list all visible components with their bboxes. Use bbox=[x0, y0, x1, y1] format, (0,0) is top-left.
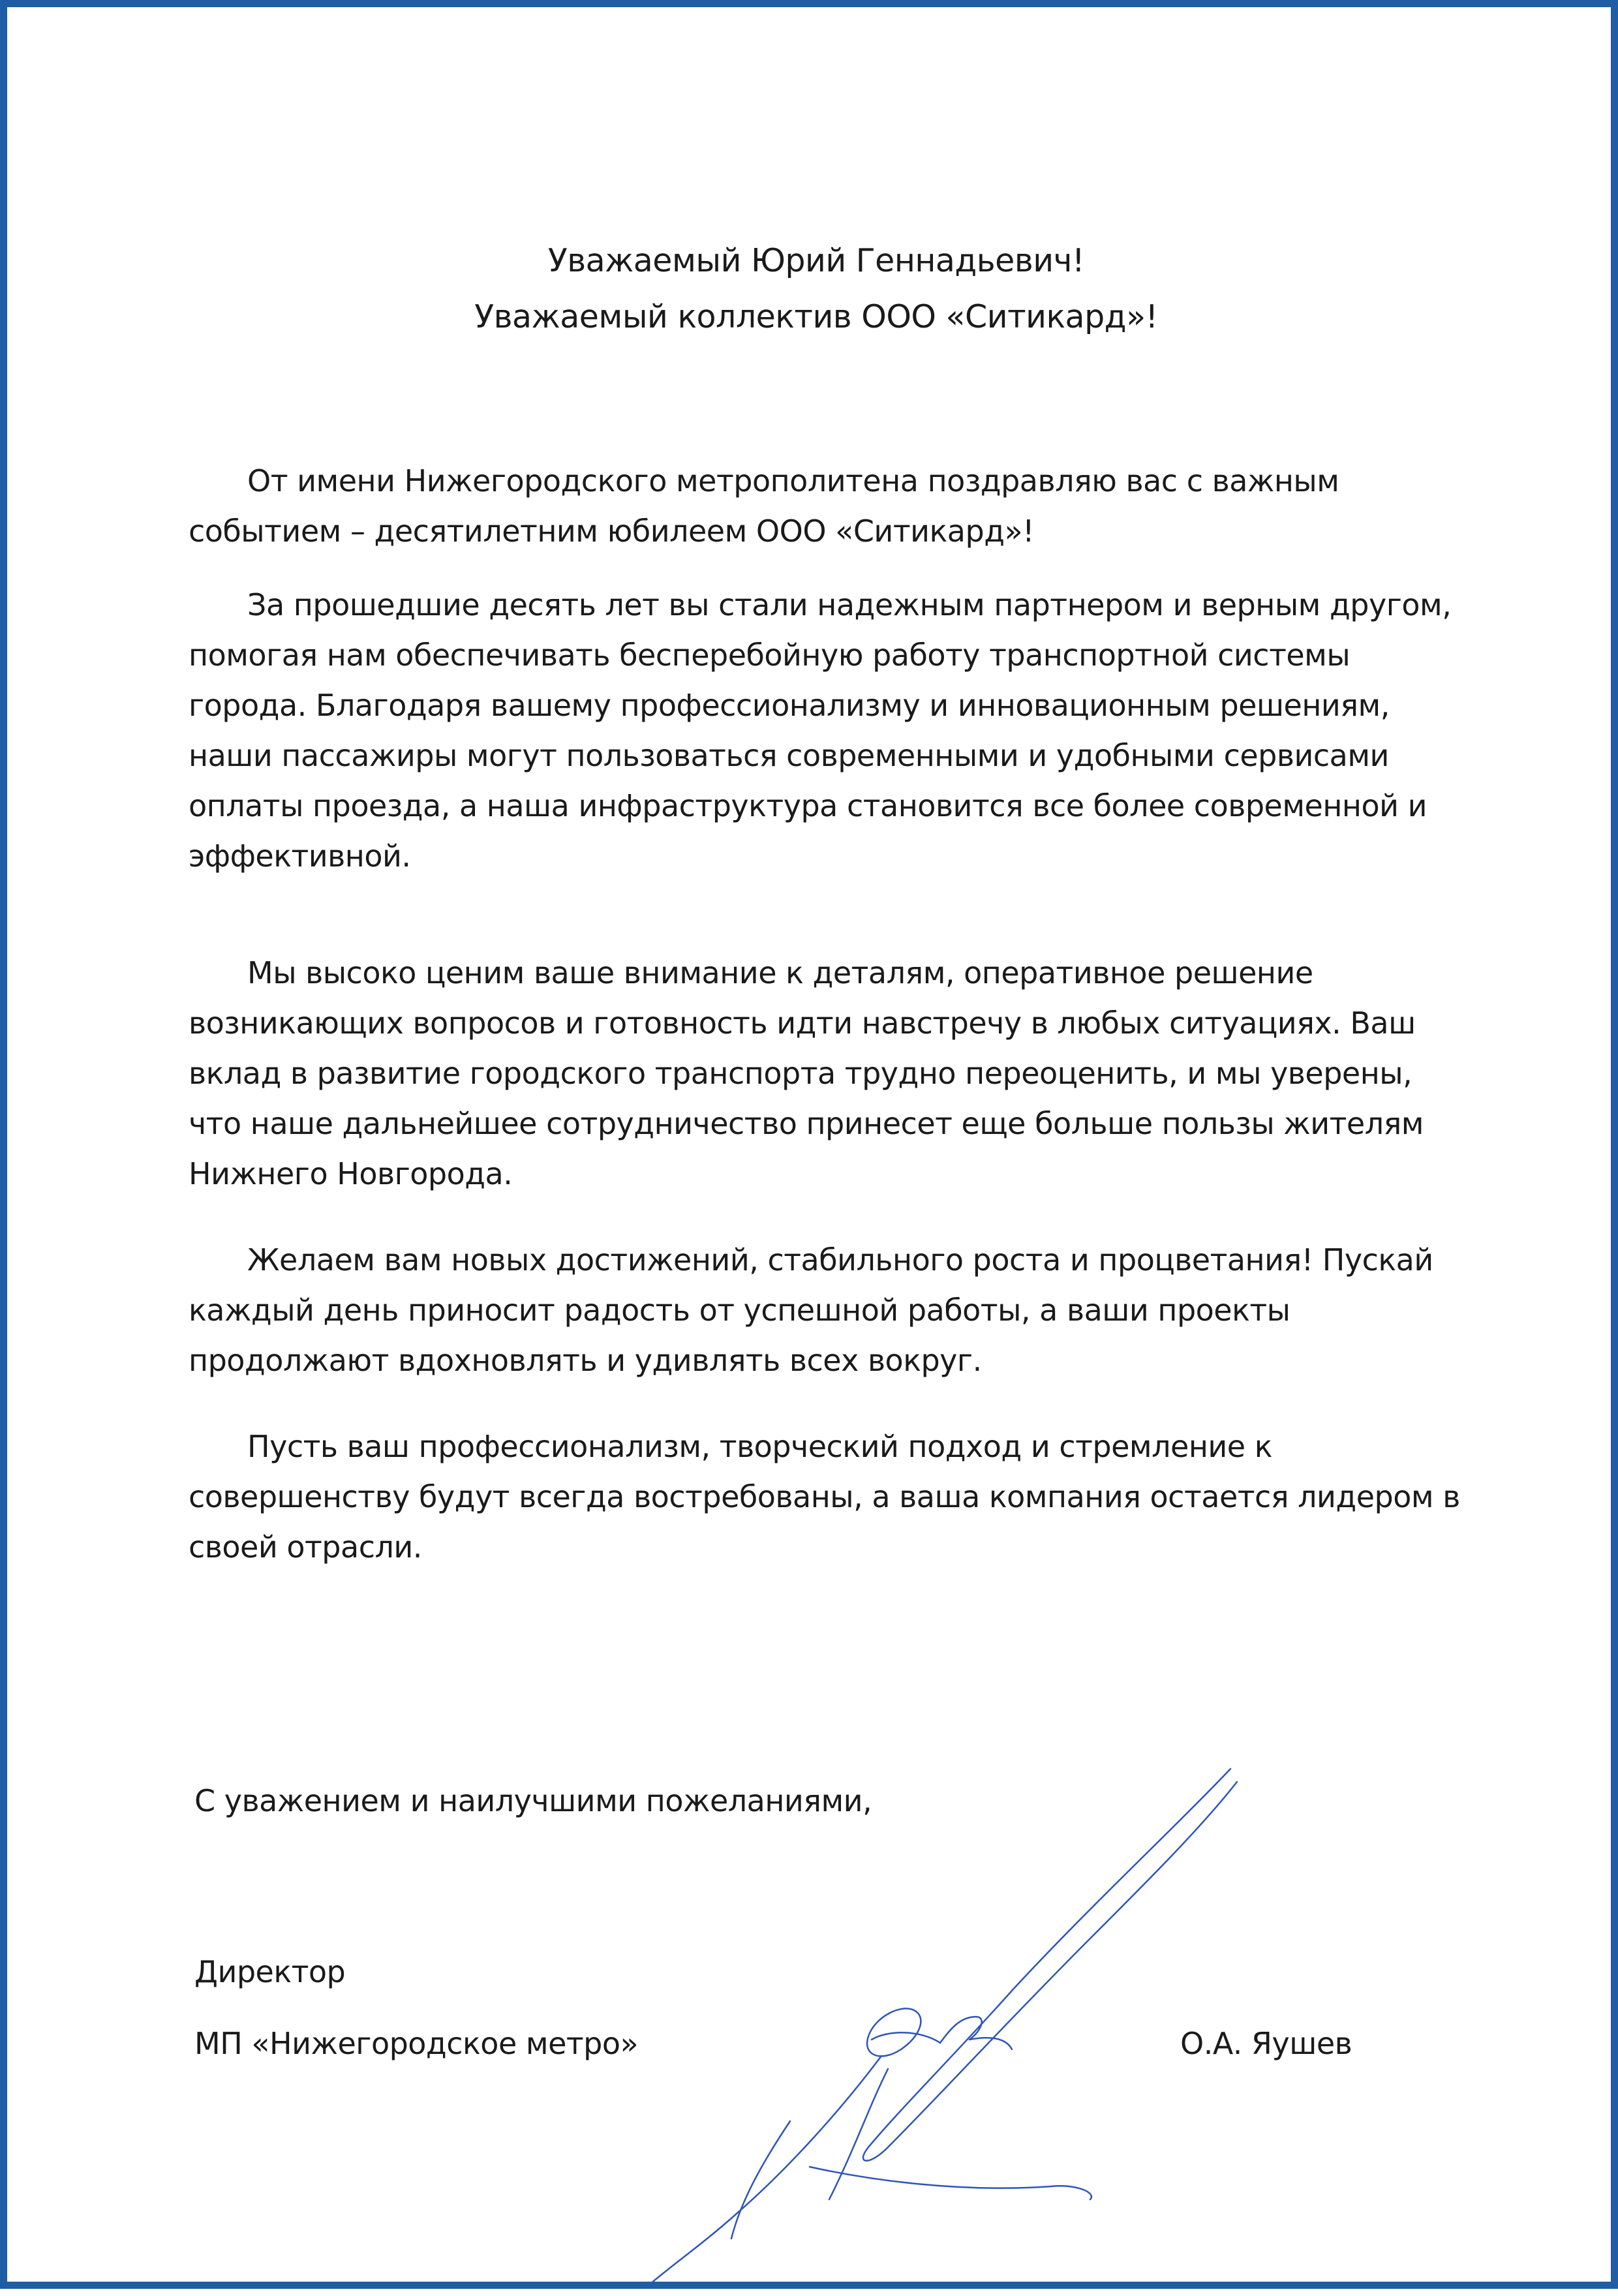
salutation-line-2: Уважаемый коллектив ООО «Ситикард»! bbox=[474, 298, 1158, 335]
paragraph-congratulation: От имени Нижегородского метрополитена поздравляю вас с важным событием – десятилетним юбилеем ООО «Ситикард»! bbox=[189, 463, 1339, 549]
paragraph-closing-wish: Пусть ваш профессионализм, творческий подход и стремление к совершенству будут всегда востребованы, а ваша компания остается лидером в своей отрасли. bbox=[189, 1429, 1460, 1565]
paragraph-appreciation: Мы высоко ценим ваше внимание к деталям, оперативное решение возникающих вопросов и готовность идти навстречу в любых ситуациях. Ваш вклад в развитие городского транспорта трудно переоценить, и мы уверены, что наше дальнейшее сотрудничество принесет еще больше пользы жителям Нижнего Новгорода. bbox=[189, 955, 1424, 1191]
signer-organization: МП «Нижегородское метро» bbox=[194, 2026, 639, 2061]
paragraph-partnership: За прошедшие десять лет вы стали надежным партнером и верным другом, помогая нам обеспечивать бесперебойную работу транспортной системы города. Благодаря вашему профессионализму и инновационным решениям, наши пассажиры могут пользоваться современными и удобными сервисами оплаты проезда, а наша инфраструктура становится все более современной и эффективной. bbox=[189, 587, 1452, 874]
signer-title: Директор bbox=[194, 1954, 346, 1989]
signer-name: О.А. Яушев bbox=[1180, 2026, 1352, 2061]
letter-body bbox=[7, 7, 1618, 2296]
paragraph-wishes: Желаем вам новых достижений, стабильного роста и процветания! Пускай каждый день приносит радость от успешной работы, а ваши проекты продолжают вдохновлять и удивлять всех вокруг. bbox=[189, 1242, 1433, 1378]
closing-phrase: С уважением и наилучшими пожеланиями, bbox=[194, 1783, 872, 1818]
handwritten-signature bbox=[594, 1743, 1279, 2291]
salutation-line-1: Уважаемый Юрий Геннадьевич! bbox=[547, 242, 1085, 279]
